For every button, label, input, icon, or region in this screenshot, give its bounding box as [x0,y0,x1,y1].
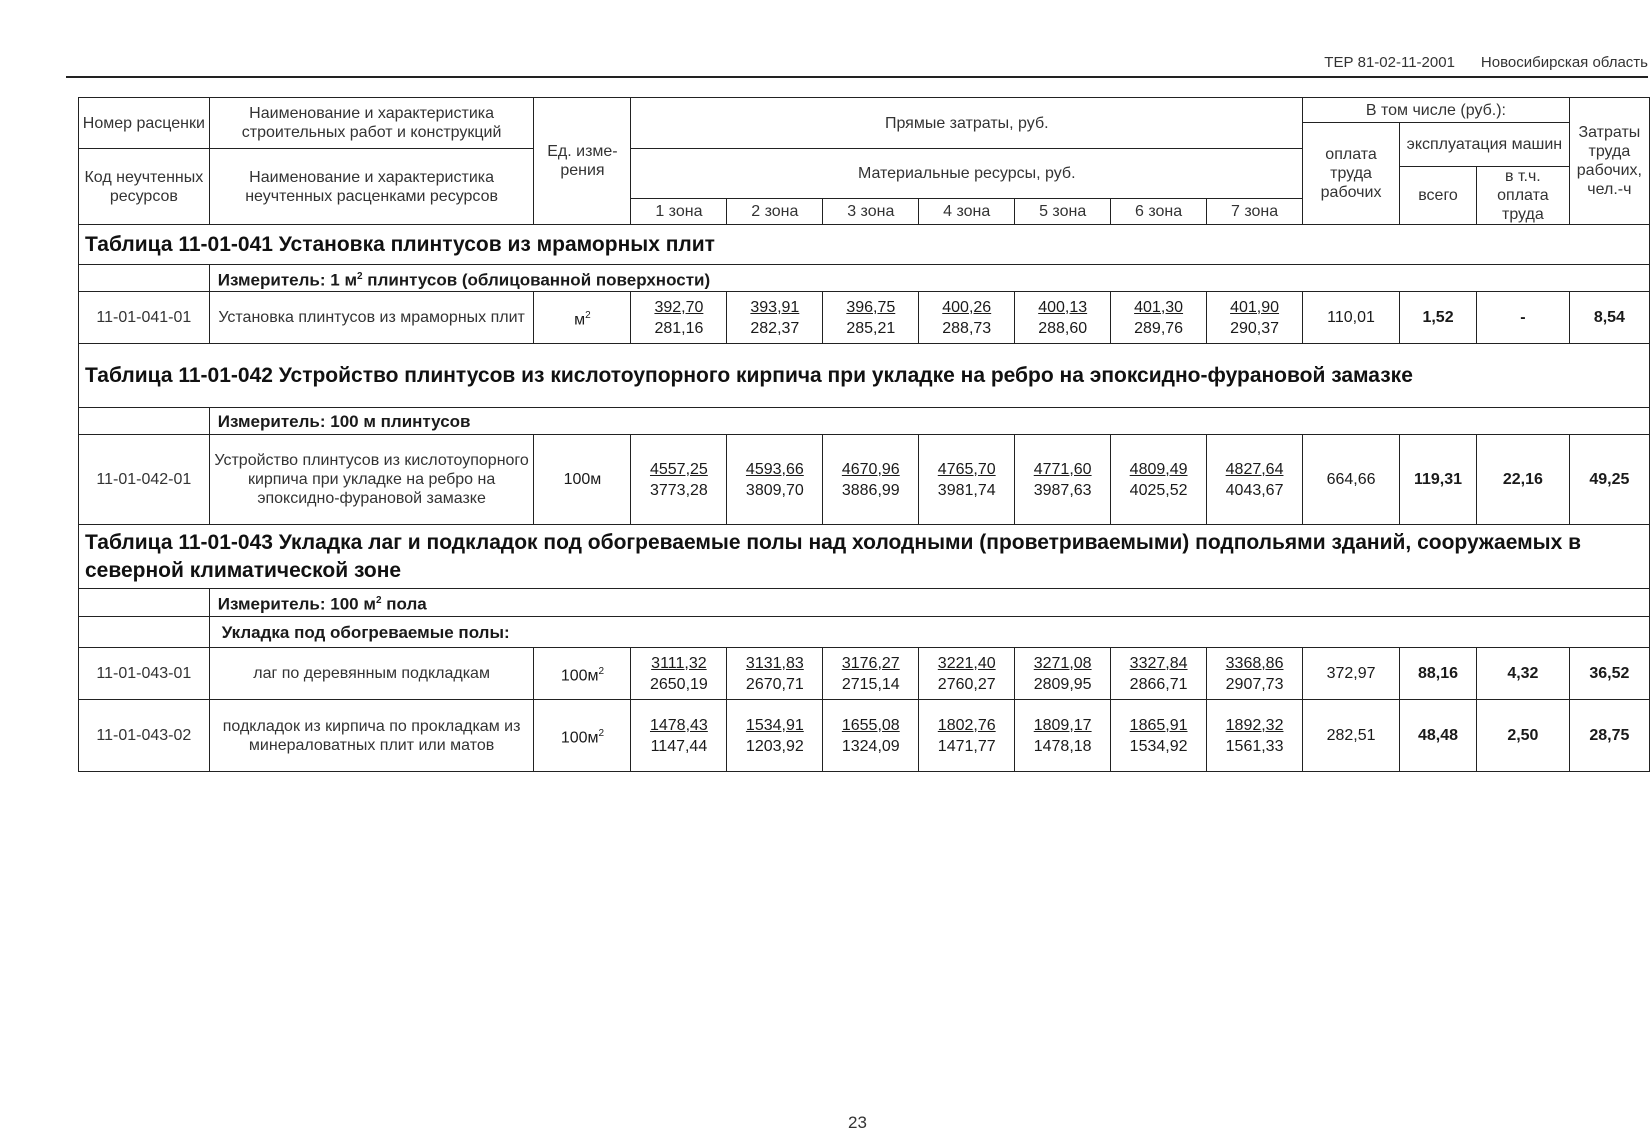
table-row [79,648,1650,700]
rate-code: 11-01-043-02 [79,700,210,772]
zone-cost: $\frac{3327,84}{2866,71}$ [1111,648,1207,700]
header-row-1 [79,98,1650,123]
header-machines-labor: в т.ч. оплата труда [1477,167,1570,225]
empty-cell [79,265,210,292]
running-header [66,44,1648,78]
measure-label: Измеритель: 1 $м^2$ плинтусов (облицованной поверхности) [209,265,1649,292]
zone-2: 2 зона [727,198,823,224]
machines-labor: 22,16 [1477,435,1570,525]
zone-cost: $\frac{1865,91}{1534,92}$ [1111,700,1207,772]
zone-cost: $\frac{1478,43}{1147,44}$ [631,700,727,772]
machines-total: 88,16 [1400,648,1477,700]
rate-name: подкладок из кирпича по прокладкам из минераловатных плит или матов [209,700,534,772]
labor-pay: 372,97 [1303,648,1400,700]
header-number: Номер расценки [79,98,210,149]
header-labor-hours: Затраты труда рабочих, чел.-ч [1569,98,1649,225]
section-title: Таблица 11-01-043 Укладка лаг и подкладок под обогреваемые полы над холодными (проветриваемыми) подпольями зданий, сооружаемых в северной климатической зоне [79,525,1650,589]
labor-pay: 664,66 [1303,435,1400,525]
zone-cost: $\frac{3111,32}{2650,19}$ [631,648,727,700]
header-unit: Ед. изме-рения [534,98,631,225]
labor-pay: 282,51 [1303,700,1400,772]
measure-row [79,408,1650,435]
rate-unit: $100м^2$ [534,648,631,700]
zone-cost: $\frac{4670,96}{3886,99}$ [823,435,919,525]
header-machines-total: всего [1400,167,1477,225]
zone-cost: $\frac{4809,49}{4025,52}$ [1111,435,1207,525]
empty-cell [79,589,210,617]
section-title-row [79,344,1650,408]
header-machines: эксплуатация машин [1400,123,1570,167]
machines-total: 119,31 [1400,435,1477,525]
zone-cost: $\frac{4827,64}{4043,67}$ [1207,435,1303,525]
zone-cost: $\frac{3368,86}{2907,73}$ [1207,648,1303,700]
zone-4: 4 зона [919,198,1015,224]
zone-3: 3 зона [823,198,919,224]
table-row [79,700,1650,772]
zone-cost: $\frac{4765,70}{3981,74}$ [919,435,1015,525]
zone-cost: $\frac{3221,40}{2760,27}$ [919,648,1015,700]
zone-6: 6 зона [1111,198,1207,224]
machines-labor: 2,50 [1477,700,1570,772]
zone-cost: $\frac{1655,08}{1324,09}$ [823,700,919,772]
zone-cost: $\frac{393,91}{282,37}$ [727,292,823,344]
subheading-row [79,617,1650,648]
labor-pay: 110,01 [1303,292,1400,344]
zone-cost: $\frac{3131,83}{2670,71}$ [727,648,823,700]
table-row [79,292,1650,344]
zone-cost: $\frac{4771,60}{3987,63}$ [1015,435,1111,525]
zone-cost: $\frac{400,26}{288,73}$ [919,292,1015,344]
page-number: 23 [848,1113,867,1132]
zone-cost: $\frac{1534,91}{1203,92}$ [727,700,823,772]
rate-name: лаг по деревянным подкладкам [209,648,534,700]
zone-1: 1 зона [631,198,727,224]
zone-cost: $\frac{4593,66}{3809,70}$ [727,435,823,525]
rate-name: Установка плинтусов из мраморных плит [209,292,534,344]
header-material: Материальные ресурсы, руб. [631,149,1303,199]
labor-hours: 36,52 [1569,648,1649,700]
running-header-text [1324,54,1648,71]
header-labor-pay: оплата труда рабочих [1303,123,1400,225]
zone-cost: $\frac{400,13}{288,60}$ [1015,292,1111,344]
section-title: Таблица 11-01-041 Установка плинтусов из мраморных плит [79,225,1650,265]
zone-cost: $\frac{4557,25}{3773,28}$ [631,435,727,525]
machines-labor: - [1477,292,1570,344]
rate-unit: $100м^2$ [534,700,631,772]
zone-cost: $\frac{392,70}{281,16}$ [631,292,727,344]
subheading-label: Укладка под обогреваемые полы: [209,617,1649,648]
machines-total: 48,48 [1400,700,1477,772]
region-name: Новосибирская область [1480,54,1648,71]
zone-cost: $\frac{3271,08}{2809,95}$ [1015,648,1111,700]
table-row [79,435,1650,525]
zone-cost: $\frac{1809,17}{1478,18}$ [1015,700,1111,772]
header-code-unaccounted: Код неучтенных ресурсов [79,149,210,225]
measure-row [79,589,1650,617]
header-direct-costs: Прямые затраты, руб. [631,98,1303,149]
rate-code: 11-01-043-01 [79,648,210,700]
rate-unit: $м^2$ [534,292,631,344]
machines-labor: 4,32 [1477,648,1570,700]
measure-label: Измеритель: 100 $м^2$ пола [209,589,1649,617]
labor-hours: 49,25 [1569,435,1649,525]
machines-total: 1,52 [1400,292,1477,344]
header-name: Наименование и характеристика строительных работ и конструкций [209,98,534,149]
rate-name: Устройство плинтусов из кислотоупорного кирпича при укладке на ребро на эпоксидно-фурановой замазке [209,435,534,525]
header-including: В том числе (руб.): [1303,98,1570,123]
section-title: Таблица 11-01-042 Устройство плинтусов из кислотоупорного кирпича при укладке на ребро на эпоксидно-фурановой замазке [79,344,1650,408]
doc-code: ТЕР 81-02-11-2001 [1324,54,1455,71]
zone-cost: $\frac{3176,27}{2715,14}$ [823,648,919,700]
section-title-row [79,225,1650,265]
price-table [78,97,1650,772]
empty-cell [79,408,210,435]
rate-code: 11-01-041-01 [79,292,210,344]
measure-label: Измеритель: 100 м плинтусов [209,408,1649,435]
section-title-row [79,525,1650,589]
zone-5: 5 зона [1015,198,1111,224]
zone-cost: $\frac{401,90}{290,37}$ [1207,292,1303,344]
rate-unit: 100м [534,435,631,525]
zone-7: 7 зона [1207,198,1303,224]
rate-code: 11-01-042-01 [79,435,210,525]
zone-cost: $\frac{401,30}{289,76}$ [1111,292,1207,344]
labor-hours: 8,54 [1569,292,1649,344]
labor-hours: 28,75 [1569,700,1649,772]
header-name-unaccounted: Наименование и характеристика неучтенных расценками ресурсов [209,149,534,225]
zone-cost: $\frac{1892,32}{1561,33}$ [1207,700,1303,772]
zone-cost: $\frac{396,75}{285,21}$ [823,292,919,344]
empty-cell [79,617,210,648]
zone-cost: $\frac{1802,76}{1471,77}$ [919,700,1015,772]
measure-row [79,265,1650,292]
